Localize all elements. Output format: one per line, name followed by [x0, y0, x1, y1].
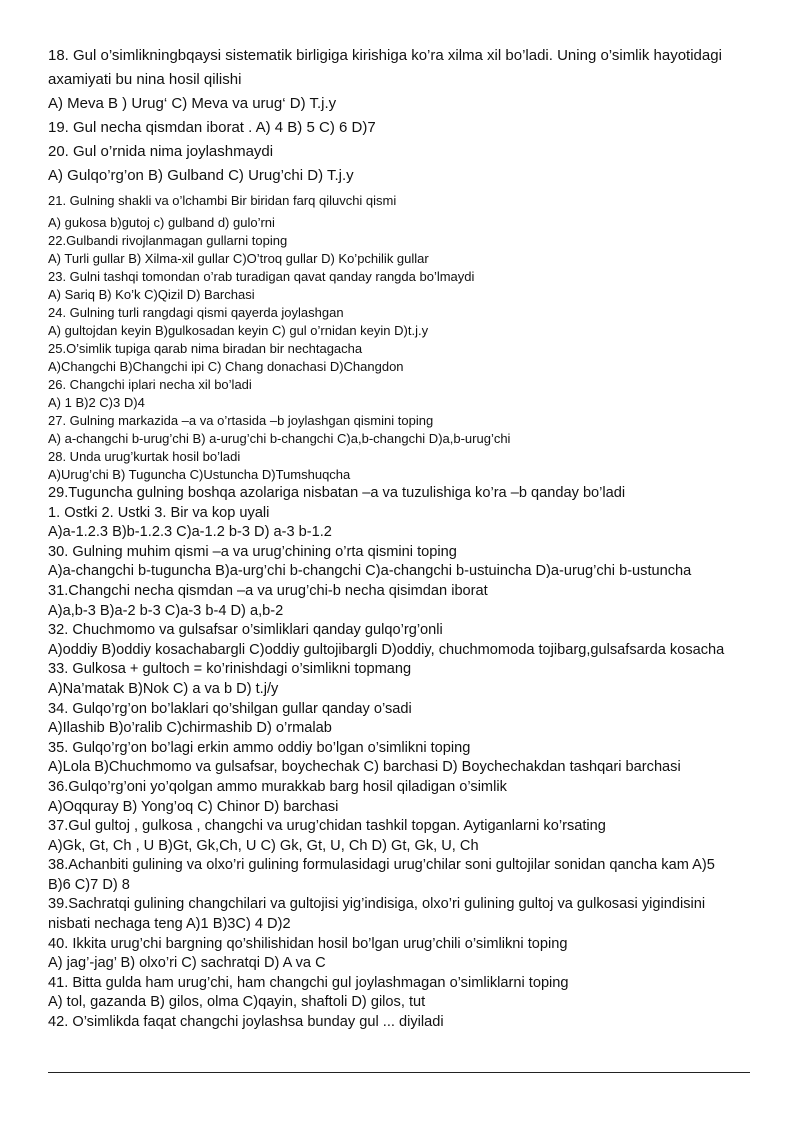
- question-25-answers: A)Changchi B)Changchi ipi C) Chang donachasi D)Changdon: [48, 359, 404, 374]
- question-30-text: 30. Gulning muhim qismi –a va urug’chining o’rta qismini toping: [48, 543, 457, 560]
- question-42-text: 42. O’simlikda faqat changchi joylashsa bunday gul ... diyiladi: [48, 1014, 444, 1031]
- question-24-text: 24. Gulning turli rangdagi qismi qayerda joylashgan: [48, 305, 344, 320]
- question-31-text: 31.Changchi necha qismdan –a va urug’chi-b necha qisimdan iborat: [48, 582, 488, 599]
- question-41-answers: A) tol, gazanda B) gilos, olma C)qayin, shaftoli D) gilos, tut: [48, 994, 426, 1011]
- question-23-text: 23. Gulni tashqi tomondan o’rab turadigan qavat qanday rangda bo’lmaydi: [48, 269, 475, 284]
- question-25-text: 25.O’simlik tupiga qarab nima biradan bir nechtagacha: [48, 341, 363, 356]
- question-36-answers: A)Oqquray B) Yong’oq C) Chinor D) barchasi: [48, 798, 339, 815]
- question-26-answers: A) 1 B)2 C)3 D)4: [48, 395, 145, 410]
- question-22-answers: A) Turli gullar B) Xilma-xil gullar C)O’troq gullar D) Ko’pchilik gullar: [48, 251, 429, 266]
- question-23-answers: A) Sariq B) Ko’k C)Qizil D) Barchasi: [48, 287, 255, 302]
- question-41-text: 41. Bitta gulda ham urug’chi, ham changchi gul joylashmagan o’simliklarni toping: [48, 974, 569, 991]
- footer-divider: [48, 1072, 750, 1073]
- question-22-text: 22.Gulbandi rivojlanmagan gullarni toping: [48, 233, 288, 248]
- question-18-text: 18. Gul o’simlikningbqaysi sistematik birligiga kirishiga ko’ra xilma xil bo’ladi. Uning o’simlik hayotidagi: [48, 47, 722, 64]
- question-18-text-cont: axamiyati bu nina hosil qilishi: [48, 71, 242, 88]
- question-30-answers: A)a-changchi b-tuguncha B)a-urg’chi b-changchi C)a-changchi b-ustuincha D)a-urug’chi b-ustuncha: [48, 563, 692, 580]
- question-20-answers: A) Gulqo’rg’on B) Gulband C) Urug’chi D) T.j.y: [48, 167, 354, 184]
- question-20-text: 20. Gul o’rnida nima joylashmaydi: [48, 143, 274, 160]
- question-27-text: 27. Gulning markazida –a va o’rtasida –b joylashgan qismini toping: [48, 413, 434, 428]
- question-33-answers: A)Na’matak B)Nok C) a va b D) t.j/y: [48, 680, 279, 697]
- question-35-text: 35. Gulqo’rg’on bo’lagi erkin ammo oddiy bo’lgan o’simlikni toping: [48, 739, 471, 756]
- question-38-answers: B)6 C)7 D) 8: [48, 876, 130, 893]
- question-39-text: 39.Sachratqi gulining changchilari va gultojisi yig’indisiga, olxo’ri gulining gultoj va gulkosasi yigindisini: [48, 896, 706, 913]
- question-29-text: 29.Tuguncha gulning boshqa azolariga nisbatan –a va tuzulishiga ko’ra –b qanday bo’ladi: [48, 485, 626, 501]
- question-34-text: 34. Gulqo’rg’on bo’laklari qo’shilgan gullar qanday o’sadi: [48, 700, 412, 717]
- question-18-answers: A) Meva B ) Urug‘ C) Meva va urug‘ D) T.j.y: [48, 95, 337, 112]
- question-29-answers: A)a-1.2.3 B)b-1.2.3 C)a-1.2 b-3 D) a-3 b-1.2: [48, 524, 332, 541]
- question-36-text: 36.Gulqo’rg’oni yo’qolgan ammo murakkab barg hosil qiladigan o’simlik: [48, 778, 507, 795]
- question-31-answers: A)a,b-3 B)a-2 b-3 C)a-3 b-4 D) a,b-2: [48, 602, 284, 619]
- question-28-text: 28. Unda urug’kurtak hosil bo’ladi: [48, 449, 241, 464]
- question-33-text: 33. Gulkosa + gultoch = ko’rinishdagi o’simlikni topmang: [48, 661, 412, 678]
- question-19-text: 19. Gul necha qismdan iborat . A) 4 B) 5 C) 6 D)7: [48, 119, 376, 136]
- question-40-text: 40. Ikkita urug’chi bargning qo’shilishidan hosil bo’lgan urug’chili o’simlikni toping: [48, 935, 568, 952]
- question-27-answers: A) a-changchi b-urug’chi B) a-urug’chi b-changchi C)a,b-changchi D)a,b-urug’chi: [48, 431, 511, 446]
- question-39-text-cont: nisbati nechaga teng A)1 B)3C) 4 D)2: [48, 916, 291, 933]
- question-32-answers: A)oddiy B)oddiy kosachabargli C)oddiy gultojibargli D)oddiy, chuchmomoda tojibarg,gulsafsarda kosacha: [48, 641, 725, 658]
- question-37-text: 37.Gul gultoj , gulkosa , changchi va urug’chidan tashkil topgan. Aytiganlarni ko’rsating: [48, 818, 606, 835]
- question-26-text: 26. Changchi iplari necha xil bo’ladi: [48, 377, 252, 392]
- question-32-text: 32. Chuchmomo va gulsafsar o’simliklari qanday gulqo’rg’onli: [48, 622, 443, 639]
- question-24-answers: A) gultojdan keyin B)gulkosadan keyin C) gul o’rnidan keyin D)t.j.y: [48, 323, 429, 338]
- question-37-answers: A)Gk, Gt, Ch , U B)Gt, Gk,Ch, U C) Gk, Gt, U, Ch D) Gt, Gk, U, Ch: [48, 837, 479, 854]
- question-21-text: 21. Gulning shakli va o’lchambi Bir biridan farq qiluvchi qismi: [48, 193, 397, 208]
- question-38-text: 38.Achanbiti gulining va olxo’ri gulining formulasidagi urug’chilar soni gultojilar sonidan qancha kam A)5: [48, 857, 715, 874]
- question-34-answers: A)Ilashib B)o’ralib C)chirmashib D) o’rmalab: [48, 720, 332, 737]
- question-40-answers: A) jag’-jag’ B) olxo’ri C) sachratqi D) A va C: [48, 955, 326, 972]
- question-28-answers: A)Urug’chi B) Tuguncha C)Ustuncha D)Tumshuqcha: [48, 467, 351, 482]
- question-29-options: 1. Ostki 2. Ustki 3. Bir va kop uyali: [48, 504, 270, 521]
- question-21-answers: A) gukosa b)gutoj c) gulband d) gulo’rni: [48, 215, 275, 230]
- document-page: [48, 44, 760, 1033]
- question-35-answers: A)Lola B)Chuchmomo va gulsafsar, boychechak C) barchasi D) Boychechakdan tashqari barchasi: [48, 759, 681, 776]
